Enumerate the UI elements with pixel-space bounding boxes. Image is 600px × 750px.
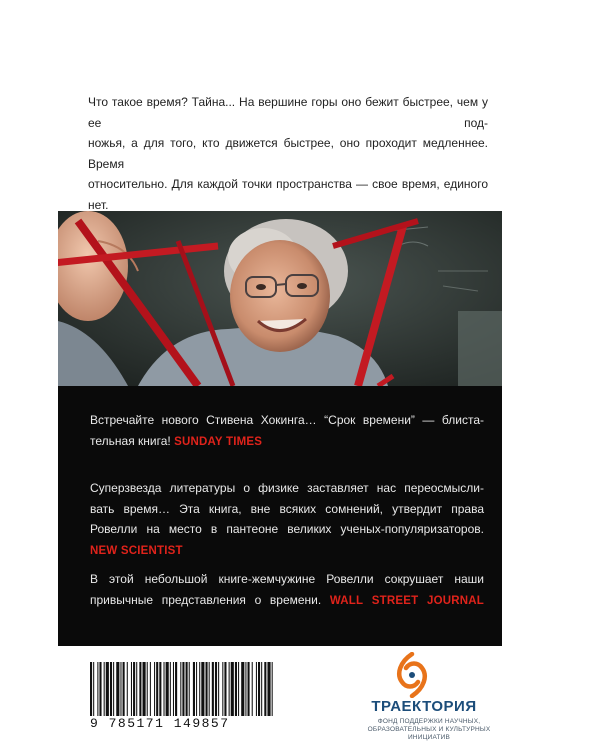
review-line: привычные представления о времени.	[90, 592, 322, 607]
review-line-with-source	[90, 431, 484, 453]
review-quote	[90, 569, 484, 611]
publisher-subtitle-line: ФОНД ПОДДЕРЖКИ НАУЧНЫХ,	[377, 718, 481, 725]
author-photo	[58, 211, 502, 386]
intro-section	[58, 0, 502, 211]
publisher-subtitle-line: ОБРАЗОВАТЕЛЬНЫХ И КУЛЬТУРНЫХ	[367, 726, 491, 733]
intro-line: относительно. Для каждой точки пространства — свое время, единого нет.	[88, 177, 488, 212]
footer-section	[58, 646, 502, 750]
review-line: Суперзвезда литературы о физике заставляет нас переосмысли-	[90, 481, 484, 495]
publisher-subtitle	[364, 718, 494, 742]
intro-line: Что такое время? Тайна... На вершине горы оно бежит быстрее, чем у ее под-	[88, 95, 488, 130]
review-line: тельная книга!	[90, 433, 171, 448]
review-line: Встречайте нового Стивена Хокинга… “Срок времени” — блиста-	[90, 413, 484, 427]
review-source: WALL STREET JOURNAL	[329, 594, 484, 607]
review-line: вать время… Эта книга, вне всяких сомнений, утвердит права	[90, 501, 484, 516]
reviews-section	[58, 386, 502, 646]
review-line: Ровелли на место в пантеоне великих ученых-популяризаторов.	[90, 522, 484, 536]
review-line-with-source	[90, 540, 484, 562]
review-line-with-source	[90, 590, 484, 612]
review-quote	[90, 478, 484, 561]
publisher-logo-icon	[392, 652, 432, 698]
publisher-subtitle-line: ИНИЦИАТИВ	[407, 734, 451, 741]
publisher-name: ТРАЕКТОРИЯ	[371, 698, 477, 715]
review-source: SUNDAY TIMES	[174, 435, 263, 448]
review-quote	[90, 410, 484, 452]
review-source: NEW SCIENTIST	[90, 544, 183, 557]
intro-line: ножья, а для того, кто движется быстрее, оно проходит медленнее. Время	[88, 136, 488, 171]
isbn-number: 9 785171 149857	[88, 716, 280, 731]
review-line: В этой небольшой книге-жемчужине Ровелли сокрушает наши	[90, 572, 484, 586]
book-back-cover	[58, 0, 502, 750]
publisher-logo	[354, 652, 494, 748]
